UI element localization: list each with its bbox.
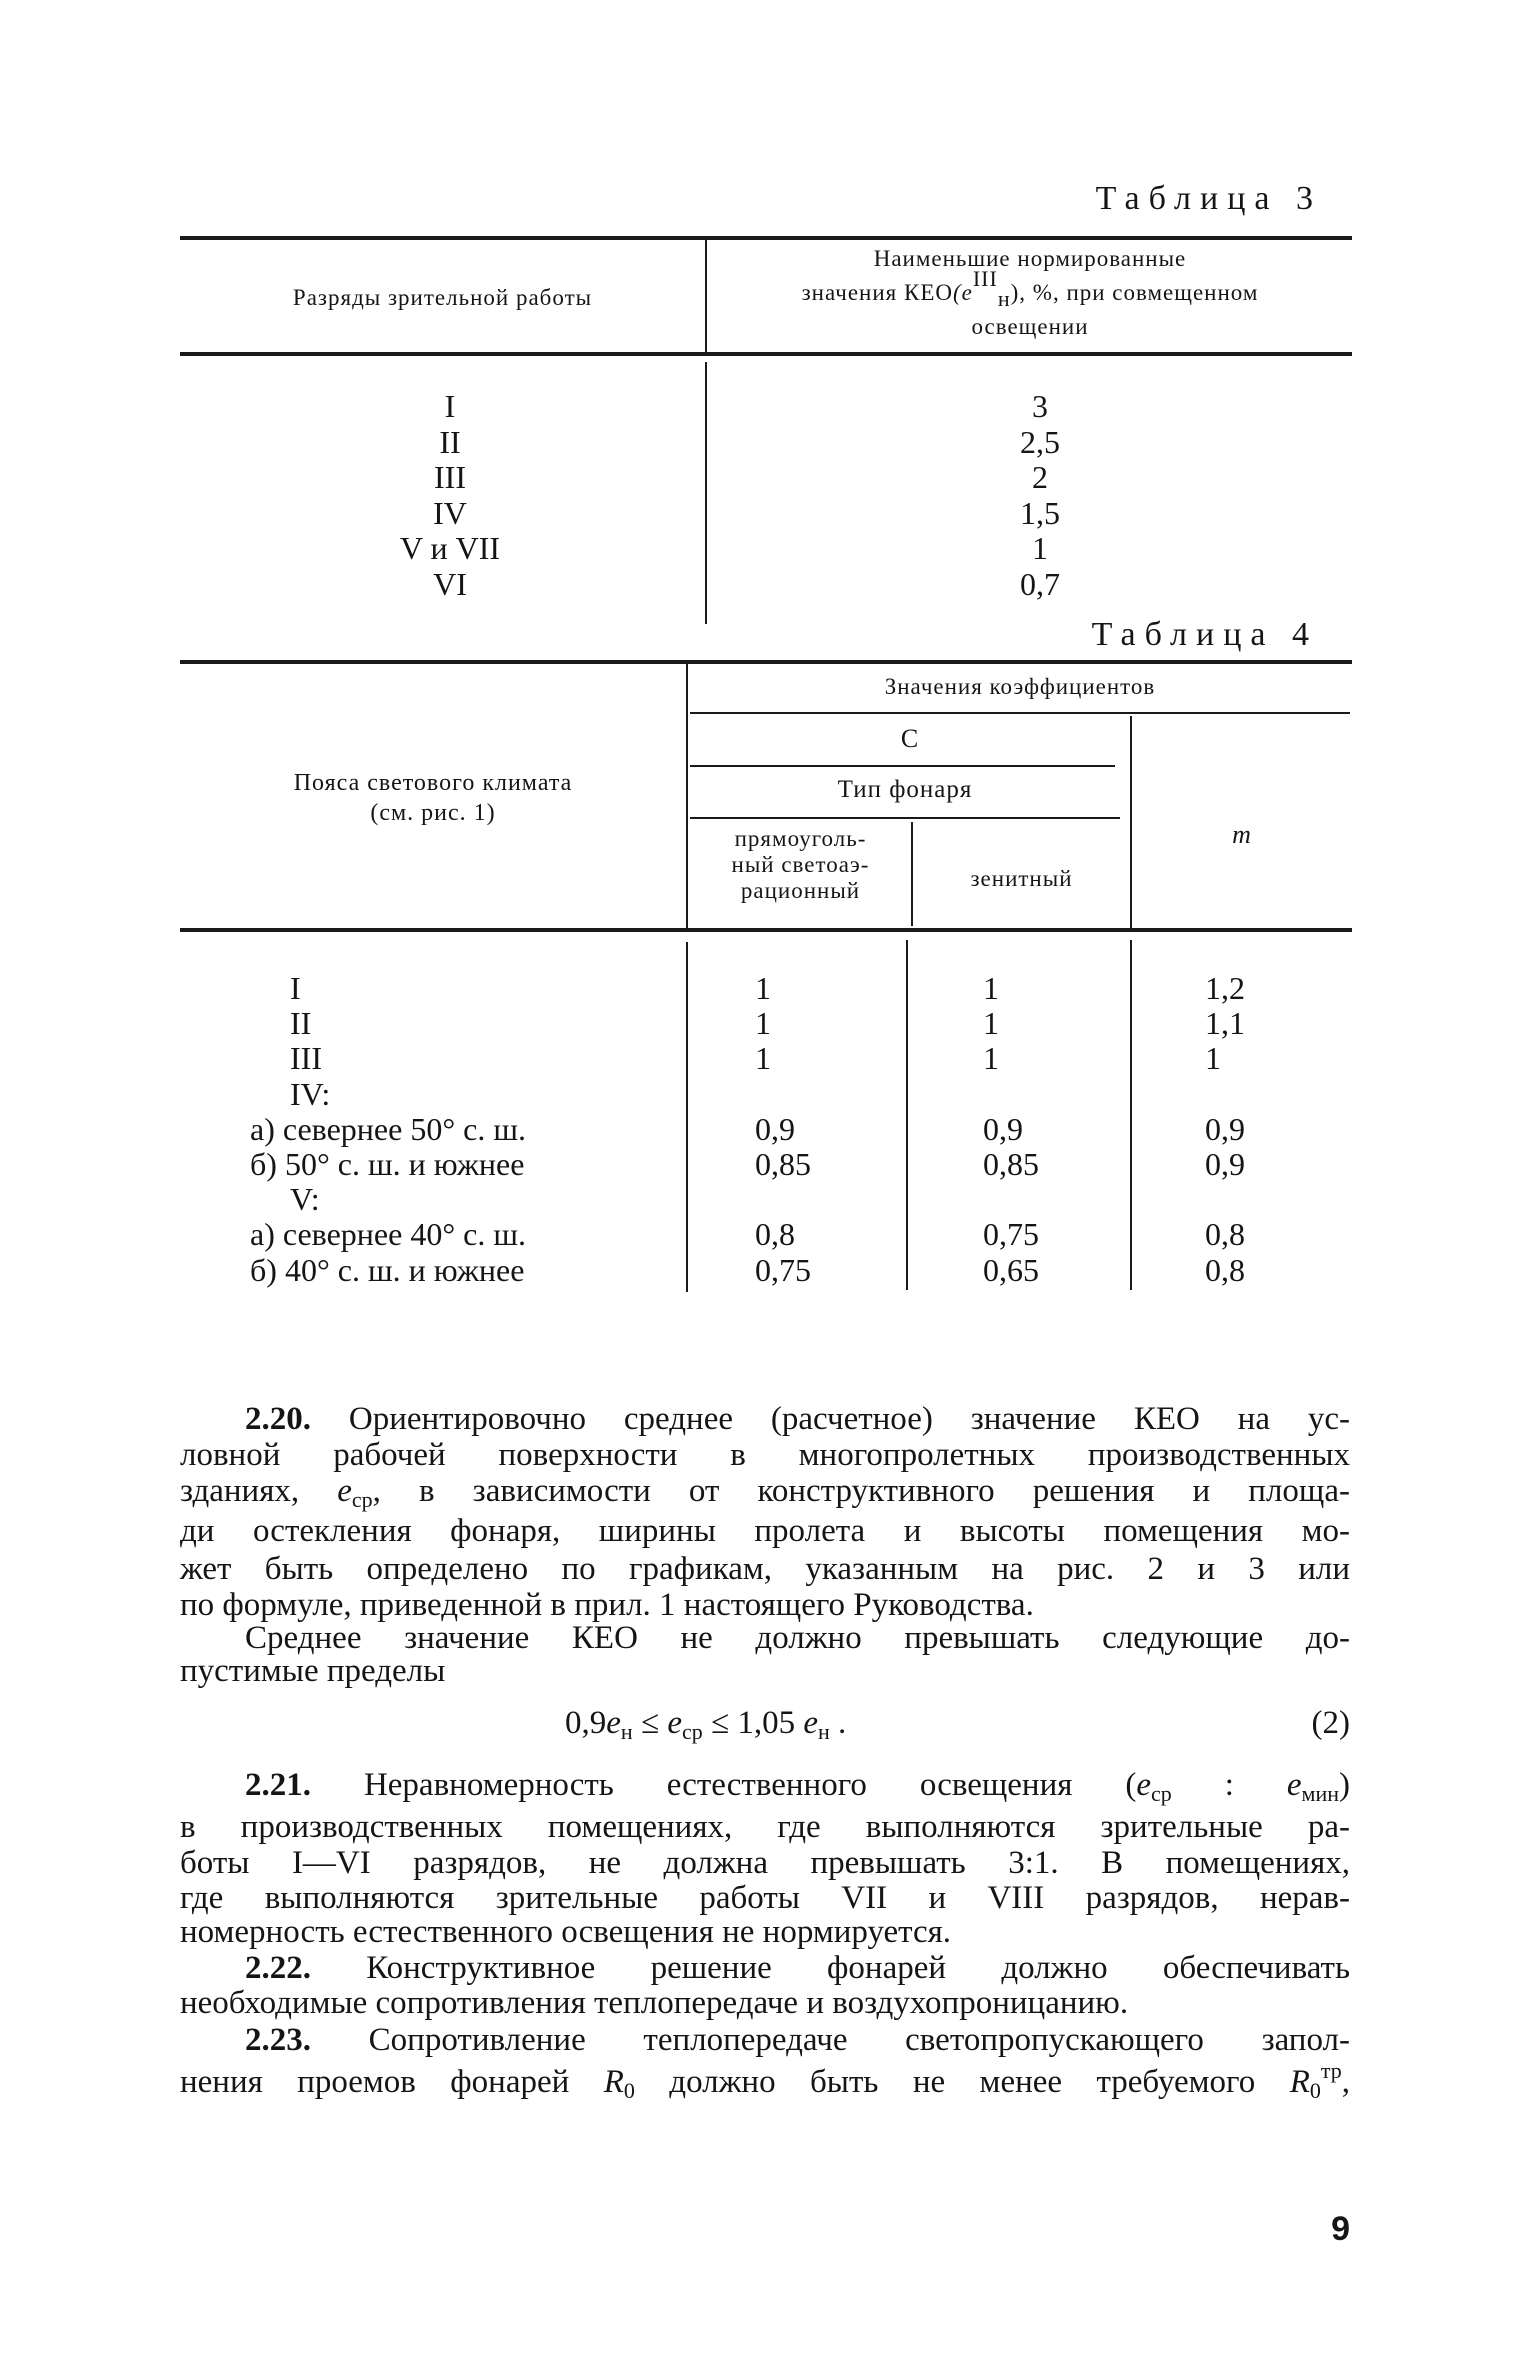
table4-c-rect: 0,9 (755, 1110, 795, 1147)
text-line (245, 1949, 1350, 1987)
table3-grade: IV (433, 494, 467, 531)
text-line (245, 1766, 1350, 1804)
rule (690, 712, 1350, 714)
table3-grade: II (439, 423, 461, 460)
lamp-type-header: Тип фонаря (837, 776, 973, 803)
text-segment: , в зависимости от конструктивного решения и площа- (372, 1473, 1350, 1509)
table4-c-zenith: 1 (983, 970, 999, 1006)
m-header: m (1232, 820, 1252, 849)
table4-zone: б) 50° с. ш. и южнее (250, 1146, 525, 1182)
table4-c-zenith: 1 (983, 1040, 999, 1077)
text-segment: Среднее значение КЕО не должно превышать следующие до- (245, 1620, 1350, 1656)
text-segment: необходимые сопротивления теплопередаче и воздухопроницанию. (180, 1985, 1129, 2021)
table3-grade: I (444, 388, 456, 424)
header-text: значения КЕО (801, 280, 953, 305)
text-segment: ср (351, 1487, 373, 1512)
formula-number: (2) (1311, 1705, 1350, 1741)
table3-value: 2 (1032, 459, 1048, 495)
text-segment: e (803, 1705, 819, 1741)
text-segment: Конструктивное решение фонарей должно обеспечивать (311, 1950, 1350, 1986)
table4-zone: II (290, 1005, 312, 1042)
text-segment: Сопротивление теплопередаче светопропускающего запол- (311, 2022, 1350, 2058)
table4-top-rule (180, 660, 1352, 664)
table4-zone: I (290, 970, 301, 1006)
table4-zone: V: (290, 1181, 320, 1218)
table4-zone: а) севернее 40° с. ш. (250, 1216, 526, 1253)
text-segment: 2.22. (245, 1950, 311, 1986)
divider (906, 940, 908, 1290)
text-segment: : (1171, 1767, 1287, 1803)
text-line (180, 1984, 1350, 2022)
text-segment: e (667, 1705, 682, 1741)
text-line (180, 1808, 1350, 1846)
table4-m: 0,8 (1205, 1251, 1245, 1288)
table3-header-divider (705, 240, 707, 352)
text-segment: ловной рабочей поверхности в многопролетных производственных (180, 1437, 1350, 1473)
table4-m: 0,8 (1205, 1216, 1245, 1253)
text-segment: ) (1339, 1767, 1350, 1803)
text-segment: н (620, 1719, 633, 1744)
table4-m: 1,1 (1205, 1005, 1245, 1042)
text-segment: ср (1151, 1781, 1172, 1806)
header-text: ), %, при совмещенном (1010, 280, 1259, 305)
table4-c-zenith: 0,75 (983, 1216, 1039, 1253)
text-segment: в производственных помещениях, где выполняются зрительные ра- (180, 1809, 1350, 1845)
table4-c-rect: 1 (755, 1040, 771, 1077)
group-header: Значения коэффициентов (884, 674, 1156, 699)
c-header: С (900, 724, 920, 753)
table3-value: 3 (1032, 388, 1048, 424)
text-segment: тр (1320, 2058, 1342, 2083)
text-line (180, 1913, 1350, 1951)
text-segment: e (1286, 1767, 1302, 1803)
table3-body-divider (705, 362, 707, 624)
rule (690, 765, 1115, 767)
text-line (180, 1879, 1350, 1917)
text-segment: ср (681, 1719, 703, 1744)
table4-c-zenith: 1 (983, 1005, 999, 1042)
table4-c-zenith: 0,9 (983, 1110, 1023, 1147)
table3-col2-header (708, 244, 1352, 342)
table3-caption: Таблица 3 (1095, 180, 1322, 217)
header-line: освещении (971, 314, 1089, 339)
header-sub: н (997, 286, 1011, 311)
table4-c-rect: 0,8 (755, 1216, 795, 1253)
header-line: Пояса светового климата (293, 770, 573, 796)
table4-caption: Таблица 4 (1091, 616, 1318, 653)
table4-c-rect: 1 (755, 1005, 771, 1042)
text-segment: 2.21. (245, 1767, 311, 1803)
table4-zone: б) 40° с. ш. и южнее (250, 1251, 525, 1288)
text-segment: 2.20. (245, 1401, 311, 1437)
table3-value: 2,5 (1020, 423, 1060, 460)
text-segment: боты I—VI разрядов, не должна превышать 3:1. В помещениях, (180, 1845, 1350, 1881)
header-line: прямоуголь- (734, 826, 867, 851)
table4-c-rect: 1 (755, 970, 771, 1006)
text-segment: . (829, 1705, 847, 1741)
table3-value: 0,7 (1020, 565, 1060, 602)
table3-col1-header: Разряды зрительной работы (292, 285, 593, 310)
table3-header-rule (180, 352, 1352, 356)
table4-zone: а) севернее 50° с. ш. (250, 1110, 526, 1147)
table3-value: 1 (1032, 530, 1048, 566)
header-line: рационный (740, 878, 861, 903)
text-line (245, 2021, 1350, 2059)
sub2-header: зенитный (970, 866, 1073, 891)
header-line: ный светоаэ- (731, 852, 870, 877)
text-segment: жет быть определено по графикам, указанным на рис. 2 и 3 или (180, 1551, 1350, 1587)
table4-m: 0,9 (1205, 1146, 1245, 1182)
text-segment: номерность естественного освещения не нормируется. (180, 1914, 952, 1950)
text-line (180, 2058, 1350, 2103)
text-line (180, 1472, 1350, 1510)
text-segment: ≤ 1,05 (702, 1705, 804, 1741)
table4-c-rect: 0,75 (755, 1251, 811, 1288)
text-segment: должно быть не менее требуемого (634, 2064, 1290, 2100)
text-segment: 0,9 (565, 1705, 607, 1741)
text-segment: 0 (1309, 2078, 1321, 2103)
table3-value: 1,5 (1020, 494, 1060, 531)
text-segment: e (337, 1473, 352, 1509)
table3-grade: III (434, 459, 466, 495)
text-line (180, 1512, 1350, 1550)
text-line (245, 1400, 1350, 1438)
text-segment: e (1136, 1767, 1152, 1803)
table4-zone: IV: (290, 1075, 331, 1112)
text-segment: мин (1301, 1781, 1339, 1806)
text-segment: 2.23. (245, 2022, 311, 2058)
table4-header-divider (686, 664, 688, 928)
text-line (180, 1652, 1350, 1690)
text-segment: зданиях, (180, 1473, 338, 1509)
formula (565, 1705, 846, 1742)
text-line (180, 1550, 1350, 1588)
text-segment: Ориентировочно среднее (расчетное) значение КЕО на ус- (311, 1401, 1350, 1437)
text-segment: н (818, 1719, 830, 1744)
table4-header-rule (180, 928, 1352, 932)
text-segment: , (1341, 2064, 1350, 2100)
text-segment: ≤ (632, 1705, 668, 1741)
text-segment: ди остекления фонаря, ширины пролета и высоты помещения мо- (180, 1513, 1350, 1549)
header-line (708, 266, 1352, 311)
text-segment: 0 (623, 2078, 635, 2103)
text-line (180, 1436, 1350, 1474)
page-number: 9 (1331, 2210, 1350, 2248)
table3-top-rule (180, 236, 1352, 240)
table4-m: 1,2 (1205, 970, 1245, 1006)
table4-m: 1 (1205, 1040, 1221, 1077)
table4-col1-header (180, 768, 686, 828)
sub1-header (690, 826, 911, 904)
text-segment: e (606, 1705, 621, 1741)
text-segment: по формуле, приведенной в прил. 1 настоящего Руководства. (180, 1587, 1034, 1623)
table4-m: 0,9 (1205, 1110, 1245, 1147)
table4-zone: III (290, 1040, 322, 1077)
table4-c-zenith: 0,85 (983, 1146, 1039, 1182)
text-line (180, 1844, 1350, 1882)
header-sup: III (972, 266, 998, 291)
text-segment: R (1289, 2064, 1310, 2100)
text-segment: пустимые пределы (180, 1653, 446, 1689)
rule (690, 817, 1120, 819)
text-segment: Неравномерность естественного освещения ( (311, 1767, 1137, 1803)
divider (1130, 940, 1132, 1290)
header-line: Наименьшие нормированные (873, 246, 1187, 271)
text-segment: где выполняются зрительные работы VII и VIII разрядов, нерав- (180, 1880, 1350, 1916)
divider (686, 942, 688, 1292)
text-segment: нения проемов фонарей (180, 2064, 604, 2100)
table3-grade: V и VII (399, 530, 501, 566)
header-symbol: (e (952, 280, 973, 305)
text-segment: R (603, 2064, 624, 2100)
table4-c-zenith: 0,65 (983, 1251, 1039, 1288)
table4-c-rect: 0,85 (755, 1146, 811, 1182)
header-line: (см. рис. 1) (370, 800, 496, 826)
table3-grade: VI (433, 565, 467, 602)
